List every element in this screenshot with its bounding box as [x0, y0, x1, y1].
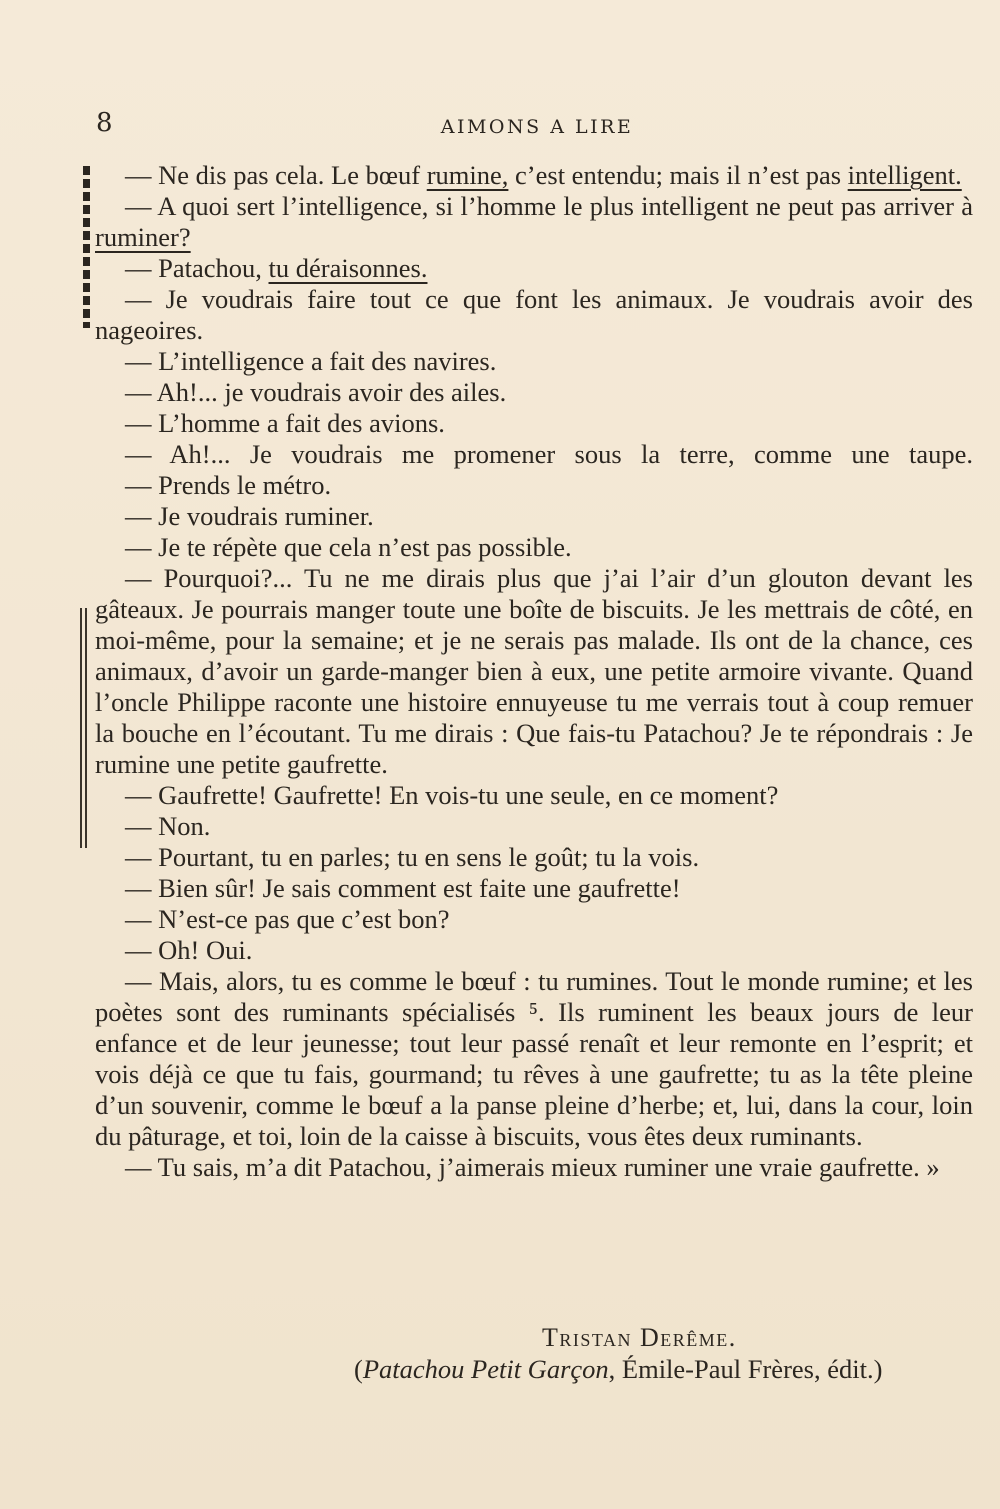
text-run: — Je voudrais faire tout ce que font les animaux. Je voudrais avoir des nageoires. — [95, 284, 973, 345]
underlined-word: rumine, — [426, 160, 509, 190]
paragraph — [95, 470, 973, 501]
source-open-paren: ( — [354, 1354, 363, 1384]
paragraph — [95, 408, 973, 439]
text-run: c’est entendu; mais il n’est pas — [508, 160, 848, 190]
underlined-word: tu déraisonnes. — [268, 253, 428, 283]
text-run: — Oh! Oui. — [125, 935, 253, 965]
text-run: — Je voudrais ruminer. — [125, 501, 374, 531]
text-run: — A quoi sert l’intelligence, si l’homme le plus intelligent ne peut pas arriver à — [125, 191, 973, 221]
source-publisher: , Émile-Paul Frères, édit.) — [608, 1354, 883, 1384]
margin-marker-double — [80, 608, 87, 848]
paragraph — [95, 811, 973, 842]
text-run: — Mais, alors, tu es comme le bœuf : tu rumines. Tout le monde rumine; et les poètes sont des ruminants spécialisés ⁵. Ils ruminent les beaux jours de leur enfance et de leur jeunesse; tout leur passé renaît et leur remonte en l’esprit; et vois déjà ce que tu fais, gourmand; tu rêves à une gaufrette; tu as la tête pleine d’un souvenir, comme le bœuf a la panse pleine d’herbe; et, lui, dans la cour, loin du pâturage, et toi, loin de la caisse à biscuits, vous êtes deux ruminants. — [95, 966, 973, 1151]
paragraph — [95, 966, 973, 1152]
text-run: — Pourquoi?... Tu ne me dirais plus que j’ai l’air d’un glouton devant les gâteaux. Je pourrais manger toute une boîte de biscuits. Je les mettrais de côté, en moi-même, pour la semaine; et je ne serais pas malade. Ils ont de la chance, ces animaux, d’avoir un garde-manger bien à eux, une petite armoire vivante. Quand l’oncle Philippe raconte une histoire ennuyeuse tu me verrais tout à coup remuer la bouche en l’écoutant. Tu me dirais : Que fais-tu Patachou? Je te répondrais : Je rumine une petite gaufrette. — [95, 563, 973, 779]
paragraph — [95, 501, 973, 532]
paragraph — [95, 873, 973, 904]
paragraph — [95, 563, 973, 780]
paragraph — [95, 160, 973, 191]
underlined-word: intelligent. — [847, 160, 962, 190]
paragraph — [95, 842, 973, 873]
paragraph — [95, 377, 973, 408]
underlined-word: ruminer? — [95, 222, 191, 252]
text-run: — Patachou, — [125, 253, 269, 283]
text-run: — Je te répète que cela n’est pas possible. — [125, 532, 572, 562]
paragraph — [95, 1152, 973, 1183]
author-name: Tristan Derême. — [542, 1323, 737, 1352]
text-run: — Pourtant, tu en parles; tu en sens le goût; tu la vois. — [125, 842, 700, 872]
paragraph — [95, 780, 973, 811]
paragraph — [95, 439, 973, 470]
paragraph — [95, 284, 973, 346]
paragraph — [95, 935, 973, 966]
text-run: — L’intelligence a fait des navires. — [125, 346, 497, 376]
source-title: Patachou Petit Garçon — [362, 1354, 609, 1384]
text-run: — L’homme a fait des avions. — [125, 408, 445, 438]
text-run: — Prends le métro. — [125, 470, 332, 500]
margin-marker-dashed — [83, 166, 90, 328]
text-run: — Ah!... je voudrais avoir des ailes. — [125, 377, 507, 407]
text-run: — Ne dis pas cela. Le bœuf — [125, 160, 427, 190]
author-signature — [542, 1323, 737, 1353]
text-run: — Ah!... Je voudrais me promener sous la terre, comme une taupe. — [125, 439, 973, 469]
text-run: — N’est-ce pas que c’est bon? — [125, 904, 450, 934]
text-run: — Gaufrette! Gaufrette! En vois-tu une seule, en ce moment? — [125, 780, 779, 810]
source-citation — [354, 1354, 882, 1385]
paragraph — [95, 191, 973, 253]
paragraph — [95, 253, 973, 284]
text-run: — Tu sais, m’a dit Patachou, j’aimerais mieux ruminer une vraie gaufrette. » — [125, 1152, 940, 1182]
text-run: — Non. — [125, 811, 211, 841]
page-number: 8 — [96, 108, 113, 138]
body-text — [95, 160, 973, 1183]
paragraph — [95, 904, 973, 935]
text-run: — Bien sûr! Je sais comment est faite une gaufrette! — [125, 873, 681, 903]
running-title: AIMONS A LIRE — [440, 116, 634, 138]
paragraph — [95, 346, 973, 377]
paragraph — [95, 532, 973, 563]
